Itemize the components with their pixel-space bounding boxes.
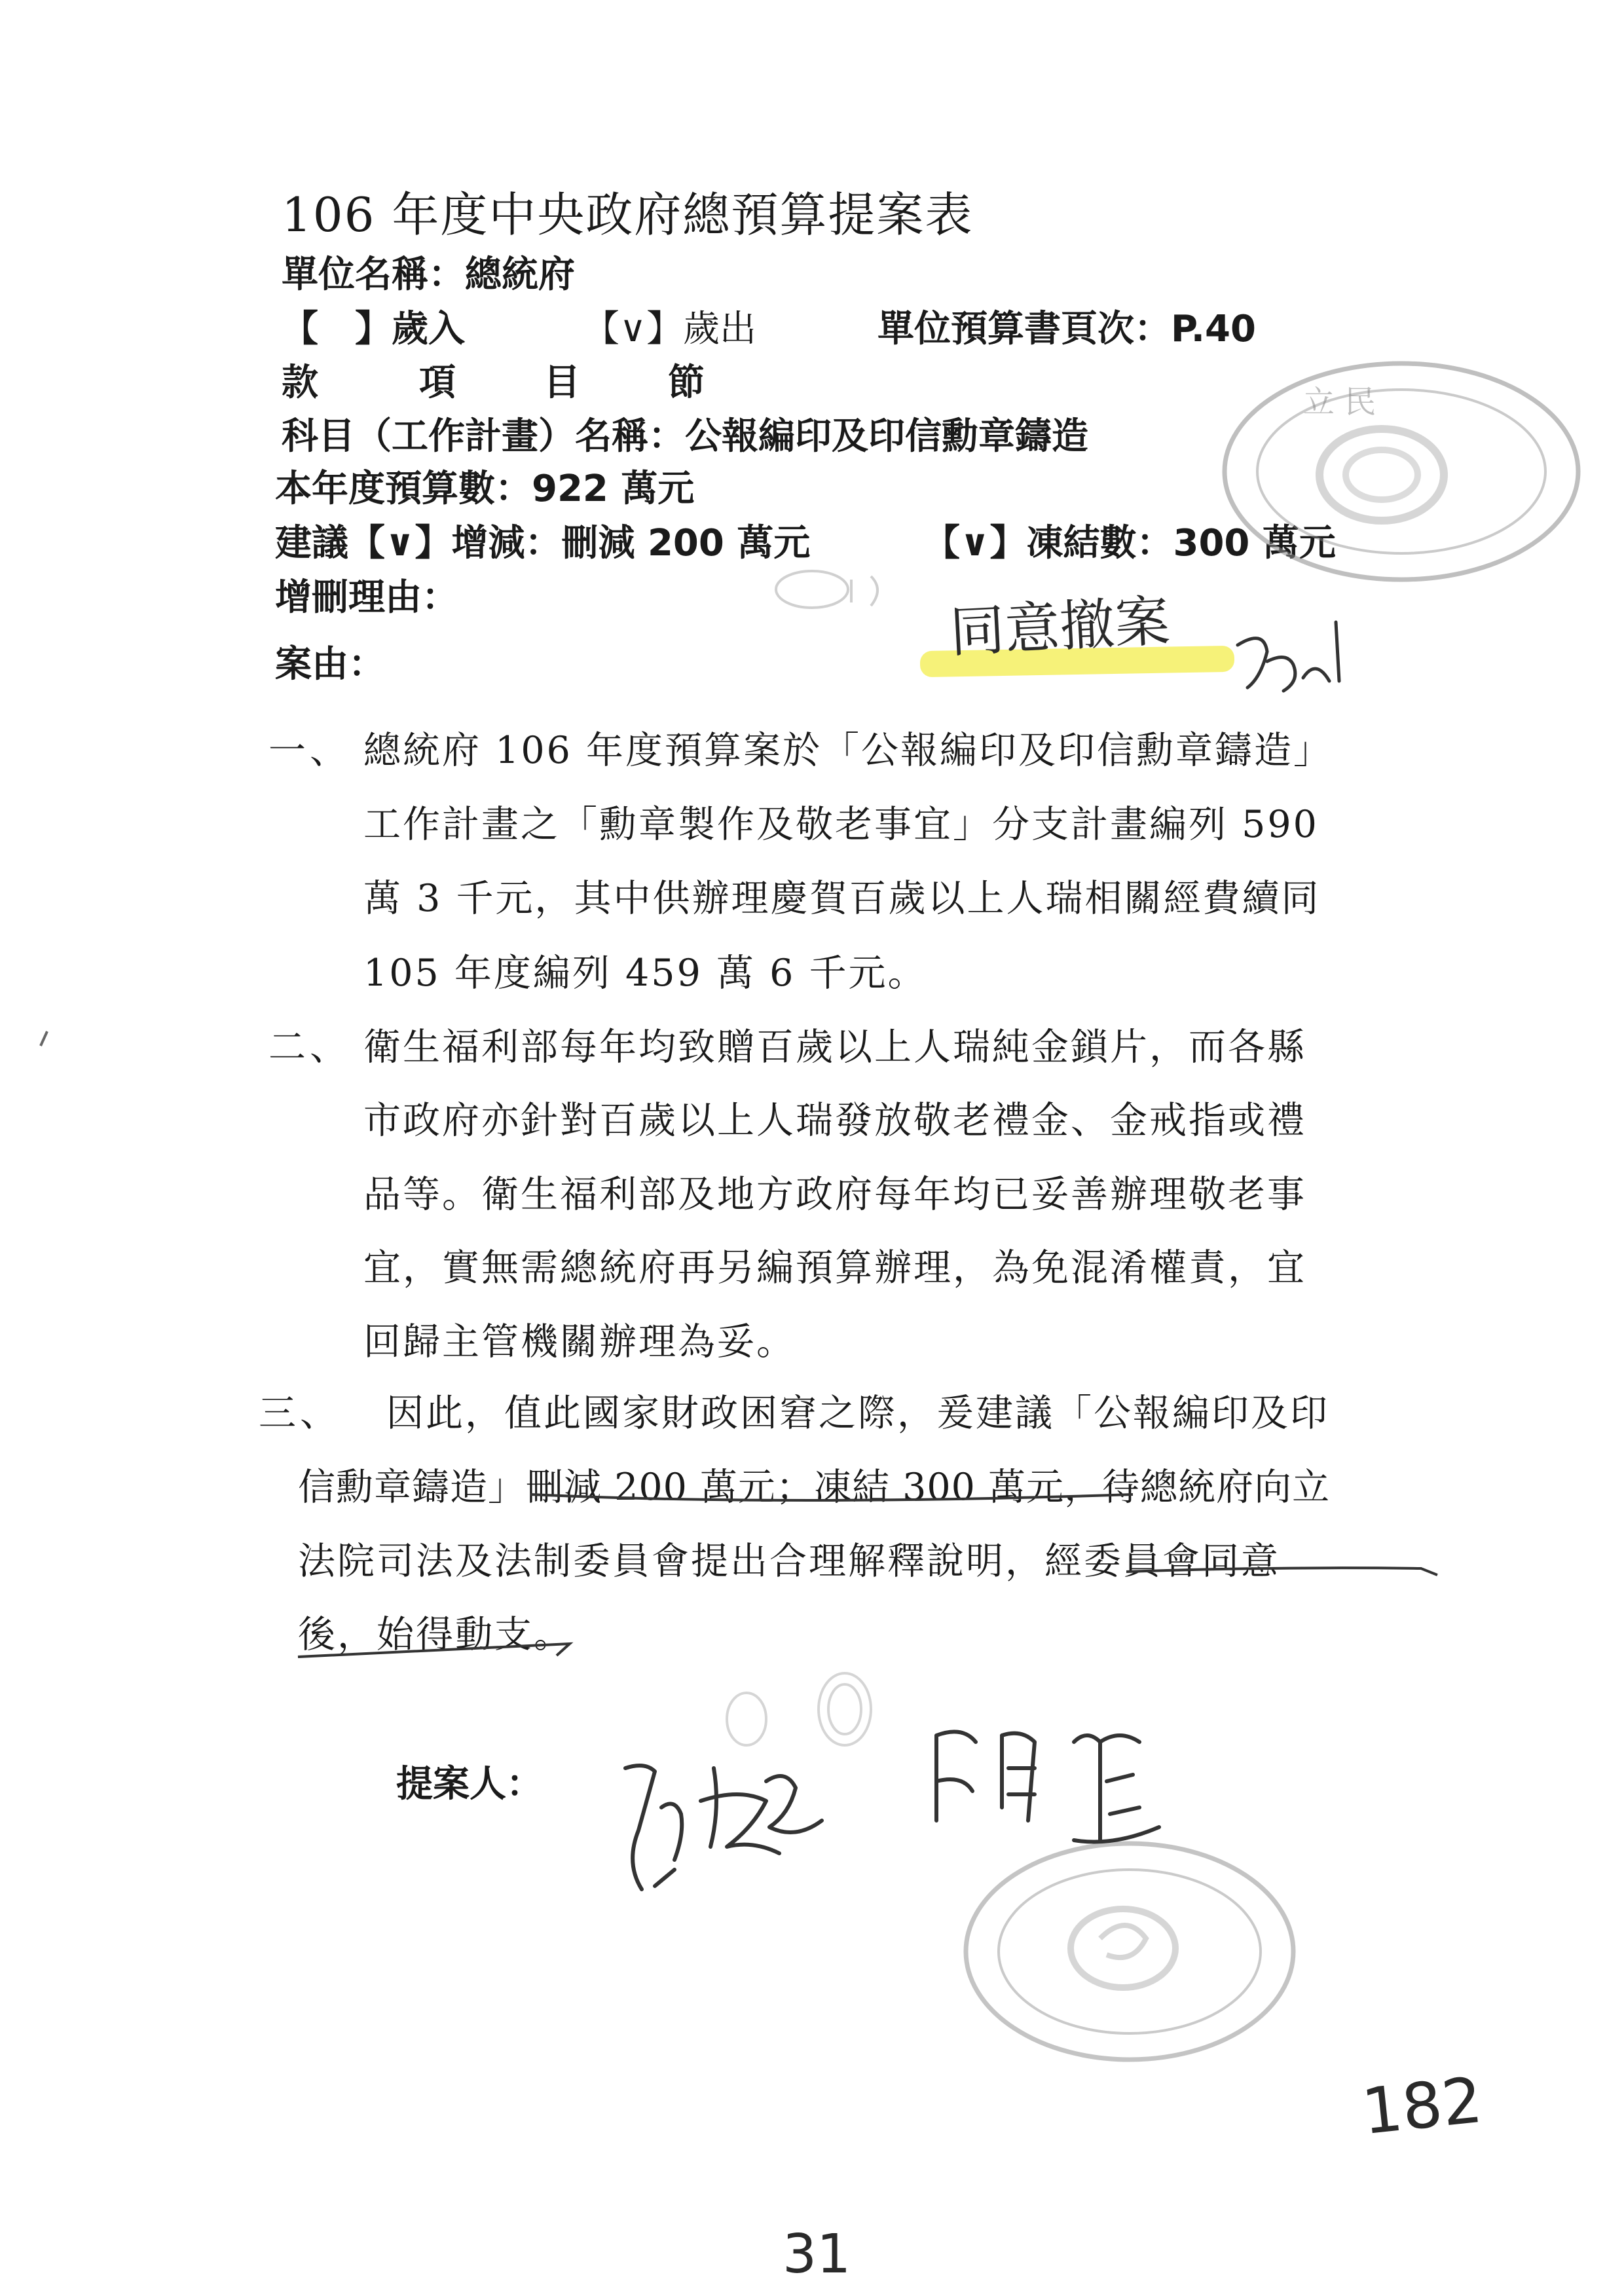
proposal-freeze: 【∨】凍結數：300 萬元: [923, 522, 1336, 565]
document-title: 106 年度中央政府總預算提案表: [282, 187, 974, 242]
section-3-line-4: 後，始得動支。: [298, 1613, 573, 1656]
handwritten-page-number: 182: [1358, 2063, 1486, 2149]
handwritten-flourish: [1238, 622, 1339, 691]
handwritten-approval-note: 同意撤案: [948, 589, 1172, 665]
reason-label: 增刪理由：: [275, 576, 458, 619]
section-3-line-2: 信勳章鑄造」刪減 200 萬元；凍結 300 萬元，待總統府向立: [298, 1466, 1331, 1509]
budget-page-ref: 單位預算書頁次：P.40: [877, 308, 1256, 350]
section-3-marker: 三、: [259, 1392, 341, 1435]
proposer-label: 提案人：: [396, 1763, 543, 1805]
section-3-line-1: 因此，值此國家財政困窘之際，爰建議「公報編印及印: [386, 1392, 1329, 1435]
item-name: 科目（工作計畫）名稱：公報編印及印信勳章鑄造: [282, 415, 1088, 458]
account-header-xiang: 項: [419, 361, 456, 404]
account-header-mu: 目: [544, 361, 580, 404]
account-header-jie: 節: [668, 361, 705, 404]
section-1-line-3: 萬 3 千元，其中供辦理慶賀百歲以上人瑞相關經費續同: [363, 877, 1321, 920]
section-2-line-3: 品等。衛生福利部及地方政府每年均已妥善辦理敬老事: [363, 1173, 1306, 1216]
section-2-line-1: 衛生福利部每年均致贈百歲以上人瑞純金鎖片，而各縣: [363, 1026, 1306, 1069]
seal-stamp-top: [1225, 363, 1578, 580]
seal-stamp-bottom: [966, 1843, 1293, 2060]
section-1-marker: 一、: [268, 729, 351, 772]
svg-text:立 民: 立 民: [1303, 384, 1376, 420]
faint-print-mark: [727, 1673, 871, 1745]
margin-mark: [41, 1031, 47, 1046]
underline-approval: [1126, 1568, 1437, 1575]
expense-checkbox-label: 【∨】歲出: [583, 308, 756, 350]
section-1-line-2: 工作計畫之「勳章製作及敬老事宜」分支計畫編列 590: [363, 803, 1319, 846]
account-header-kuan: 款: [282, 361, 318, 404]
section-2-line-2: 市政府亦針對百歲以上人瑞發放敬老禮金、金戒指或禮: [363, 1099, 1306, 1142]
case-label: 案由：: [275, 643, 385, 686]
section-2-line-5: 回歸主管機關辦理為妥。: [363, 1320, 796, 1363]
section-2-line-4: 宜，實無需總統府再另編預算辦理，為免混淆權責，宜: [363, 1246, 1306, 1289]
section-3-line-3: 法院司法及法制委員會提出合理解釋說明，經委員會同意: [298, 1540, 1280, 1583]
budget-amount: 本年度預算數：922 萬元: [275, 468, 695, 510]
unit-name: 單位名稱：總統府: [282, 253, 575, 296]
section-1-line-4: 105 年度編列 459 萬 6 千元。: [363, 952, 927, 995]
revenue-checkbox-label: 【 】歲入: [282, 308, 465, 350]
handwritten-signatures: [625, 1731, 1159, 1889]
proposal-reduction: 建議【∨】增減：刪減 200 萬元: [275, 522, 811, 565]
section-1-line-1: 總統府 106 年度預算案於「公報編印及印信勳章鑄造」: [363, 729, 1333, 772]
page-number: 31: [783, 2223, 851, 2286]
underline-expend: [298, 1644, 570, 1657]
section-2-marker: 二、: [268, 1026, 351, 1069]
underline-amounts: [530, 1494, 1133, 1500]
faint-mark: [776, 571, 877, 608]
